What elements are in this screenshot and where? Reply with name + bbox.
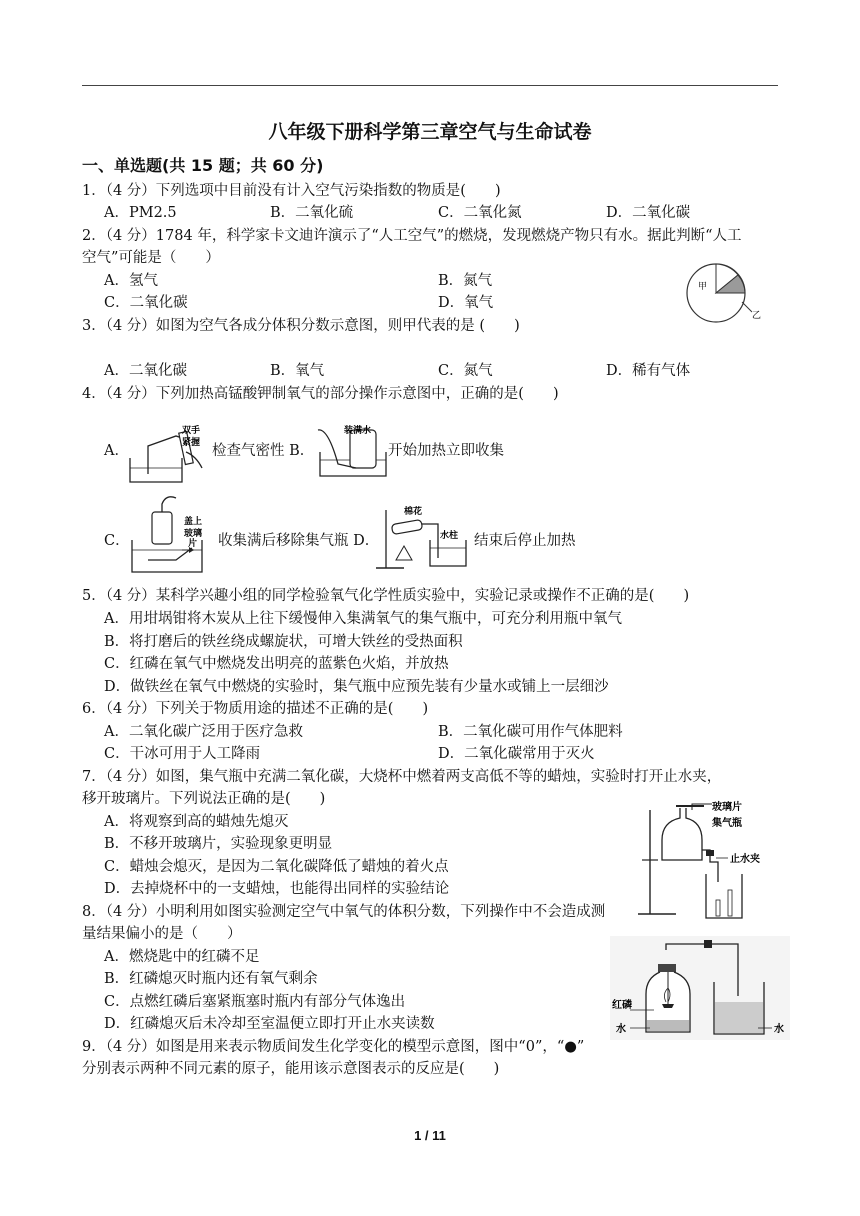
question-3-stem: 3．（4 分）如图为空气各成分体积分数示意图，则甲代表的是 ( ) — [82, 318, 520, 334]
q7-option-c: C．蜡烛会熄灭，是因为二氧化碳降低了蜡烛的着火点 — [104, 859, 449, 875]
question-4-stem: 4．（4 分）下列加热高锰酸钾制氧气的部分操作示意图中，正确的是( ) — [82, 386, 559, 402]
pie-label-jia: 甲 — [698, 282, 708, 292]
question-7-stem-line2: 移开玻璃片。下列说法正确的是( ) — [82, 791, 326, 807]
q4-fig-c-remove-bottle — [126, 492, 222, 582]
svg-text:盖上: 盖上 — [184, 517, 203, 527]
svg-text:止水夹: 止水夹 — [730, 854, 760, 865]
q8-option-d: D．红磷熄灭后未冷却至室温便立即打开止水夹读数 — [104, 1016, 435, 1032]
q7-co2-candle-figure — [636, 800, 766, 922]
q5-option-d: D．做铁丝在氧气中燃烧的实验时，集气瓶中应预先装有少量水或铺上一层细沙 — [104, 679, 609, 695]
q5-option-a: A．用坩埚钳将木炭从上往下缓慢伸入集满氧气的集气瓶中，可充分利用瓶中氧气 — [104, 611, 622, 627]
q8-oxygen-measure-figure — [610, 936, 790, 1040]
question-1-stem: 1．（4 分）下列选项中目前没有计入空气污染指数的物质是( ) — [82, 183, 501, 199]
q3-pie-figure — [682, 262, 778, 326]
q4-fig-b-collect — [316, 424, 396, 480]
q6-option-b: B．二氧化碳可用作气体肥料 — [438, 724, 623, 740]
q2-option-d: D．氧气 — [438, 295, 494, 311]
q5-option-b: B．将打磨后的铁丝绕成螺旋状，可增大铁丝的受热面积 — [104, 634, 463, 650]
question-2-stem-line2: 空气”可能是（ ） — [82, 250, 220, 266]
svg-text:双手: 双手 — [182, 426, 201, 436]
page-number: 1 / 11 — [414, 1128, 446, 1143]
question-7-stem-line1: 7．（4 分）如图，集气瓶中充满二氧化碳，大烧杯中燃着两支高低不等的蜡烛，实验时打开止水夹， — [82, 769, 722, 785]
q7-option-a: A．将观察到高的蜡烛先熄灭 — [104, 814, 289, 830]
q4-option-c-label: C． — [104, 533, 130, 549]
q3-option-b: B．氧气 — [270, 363, 325, 379]
svg-text:装满水: 装满水 — [344, 426, 372, 436]
q5-option-c: C．红磷在氧气中燃烧发出明亮的蓝紫色火焰，并放热 — [104, 656, 449, 672]
q6-option-a: A．二氧化碳广泛用于医疗急救 — [104, 724, 303, 740]
svg-text:棉花: 棉花 — [404, 507, 423, 517]
svg-text:水: 水 — [616, 1024, 626, 1035]
svg-text:玻璃: 玻璃 — [184, 529, 203, 539]
q6-option-c: C．干冰可用于人工降雨 — [104, 746, 261, 762]
question-8-stem-line1: 8．（4 分）小明利用如图实验测定空气中氧气的体积分数，下列操作中不会造成测 — [82, 904, 606, 920]
q1-option-d: D．二氧化碳 — [606, 205, 691, 221]
q2-option-b: B．氮气 — [438, 273, 493, 289]
q4-option-a-text: 检查气密性 B． — [212, 443, 315, 459]
q2-option-c: C．二氧化碳 — [104, 295, 188, 311]
question-2-stem-line1: 2．（4 分）1784 年，科学家卡文迪许演示了“人工空气”的燃烧，发现燃烧产物只有水。据此判断“人工 — [82, 228, 742, 244]
q8-option-c: C．点燃红磷后塞紧瓶塞时瓶内有部分气体逸出 — [104, 994, 406, 1010]
svg-text:紧握: 紧握 — [182, 438, 201, 448]
q8-option-b: B．红磷熄灭时瓶内还有氧气剩余 — [104, 971, 318, 987]
q1-option-b: B．二氧化硫 — [270, 205, 354, 221]
question-9-stem-line1: 9．（4 分）如图是用来表示物质间发生化学变化的模型示意图，图中“0”，“●” — [82, 1039, 585, 1055]
q6-option-d: D．二氧化碳常用于灭火 — [438, 746, 595, 762]
q1-option-c: C．二氧化氮 — [438, 205, 522, 221]
q4-option-d-text: 结束后停止加热 — [474, 533, 576, 549]
page-title: 八年级下册科学第三章空气与生命试卷 — [268, 121, 592, 143]
q3-option-a: A．二氧化碳 — [104, 363, 187, 379]
q4-fig-d-stop-heating — [374, 500, 474, 574]
header-rule — [82, 85, 778, 86]
svg-text:水柱: 水柱 — [440, 531, 459, 541]
question-6-stem: 6．（4 分）下列关于物质用途的描述不正确的是( ) — [82, 701, 429, 717]
q7-option-d: D．去掉烧杯中的一支蜡烛，也能得出同样的实验结论 — [104, 881, 450, 897]
svg-text:红磷: 红磷 — [612, 1000, 632, 1011]
question-5-stem: 5．（4 分）某科学兴趣小组的同学检验氧气化学性质实验中，实验记录或操作不正确的是( ) — [82, 588, 690, 604]
q4-fig-a-airtight-check — [126, 424, 212, 486]
pie-label-yi: 乙 — [752, 311, 762, 321]
q4-option-a-label: A． — [104, 443, 129, 459]
svg-text:玻璃片: 玻璃片 — [712, 802, 742, 813]
svg-text:水: 水 — [774, 1024, 784, 1035]
q8-option-a: A．燃烧匙中的红磷不足 — [104, 949, 260, 965]
question-9-stem-line2: 分别表示两种不同元素的原子，能用该示意图表示的反应是( ) — [82, 1061, 500, 1077]
q1-option-a: A．PM2.5 — [104, 205, 177, 221]
svg-text:片: 片 — [188, 539, 198, 549]
q7-option-b: B．不移开玻璃片，实验现象更明显 — [104, 836, 333, 852]
q2-option-a: A．氢气 — [104, 273, 158, 289]
q3-option-d: D．稀有气体 — [606, 363, 691, 379]
q3-option-c: C．氮气 — [438, 363, 493, 379]
section-heading: 一、单选题(共 15 题；共 60 分) — [82, 156, 324, 175]
question-8-stem-line2: 量结果偏小的是（ ） — [82, 926, 242, 942]
q4-option-b-text: 开始加热立即收集 — [388, 443, 504, 459]
svg-text:集气瓶: 集气瓶 — [712, 818, 742, 829]
q4-option-c-text: 收集满后移除集气瓶 D． — [218, 533, 380, 549]
